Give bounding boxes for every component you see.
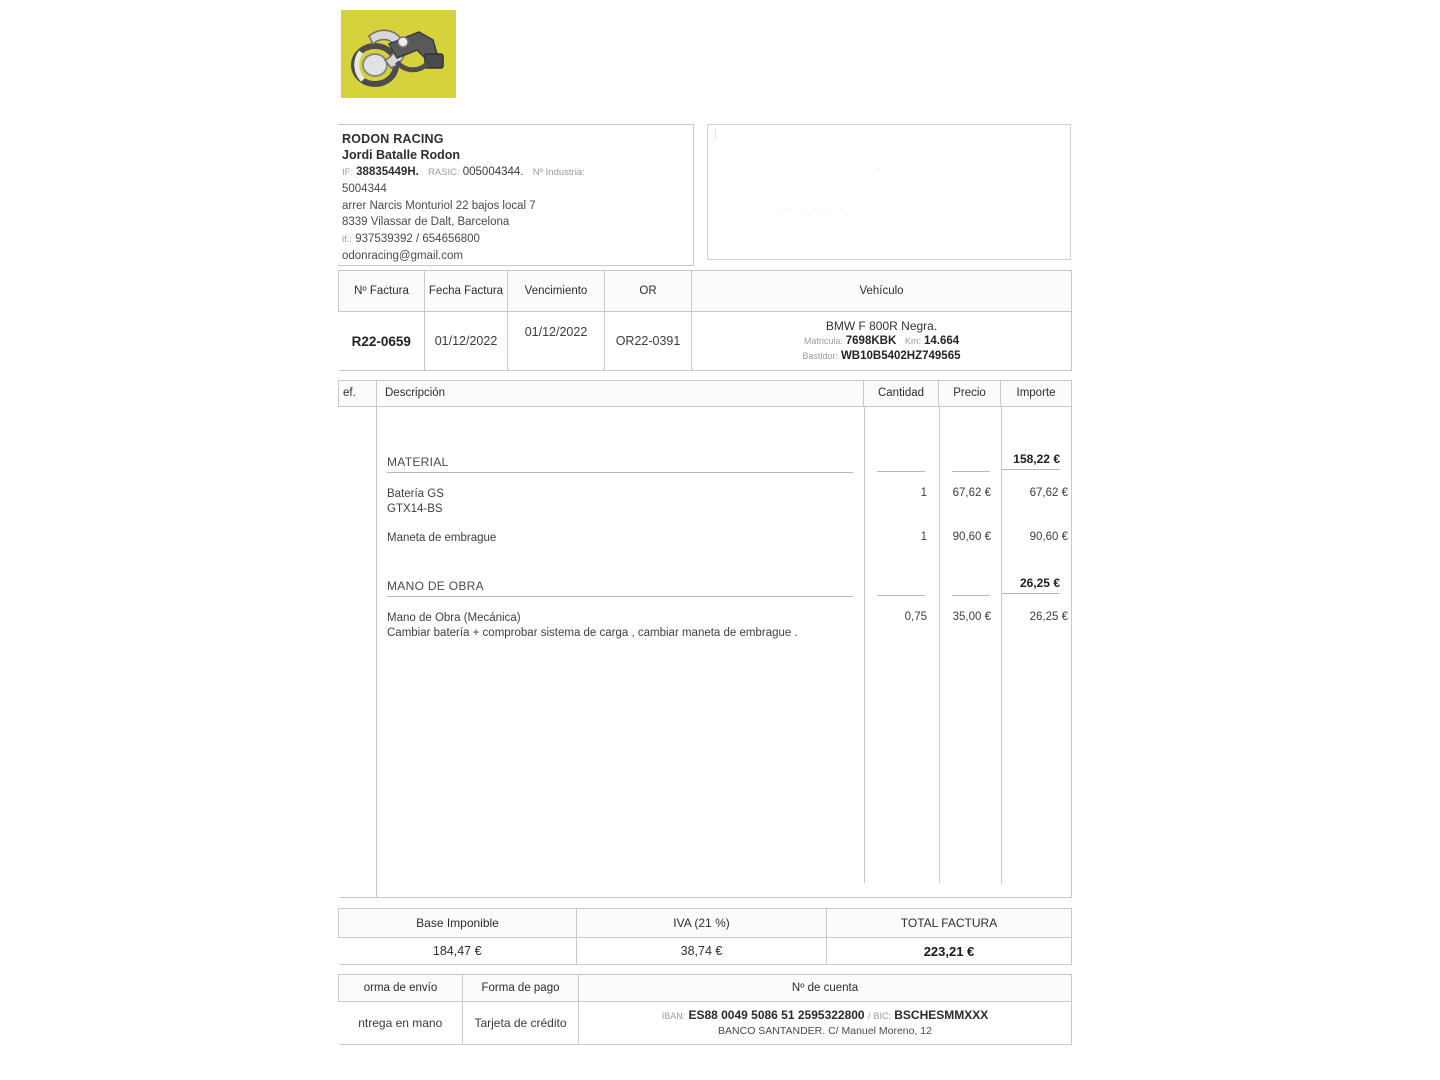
value-payment-method: Tarjeta de crédito [463,1002,579,1045]
line-item-1-desc-1: Batería GS [387,487,444,500]
section-material-label [387,455,853,473]
line-item-2-description [387,531,853,546]
company-phone-row [342,231,685,249]
vin-value: WB10B5402HZ749565 [840,350,961,362]
section-material-price-rule [952,471,990,472]
vehicle-model: BMW F 800R Negra. [825,319,938,333]
customer-info-block [707,124,1071,260]
vehicle-plate-km-row [692,334,1071,349]
company-address: arrer Narcis Monturiol 22 bajos local 7 [342,199,536,212]
header-due-date: Vencimiento [508,271,605,312]
motorcycle-logo-icon [341,10,456,98]
payment-value-row [339,1002,1072,1045]
meta-value-row [339,312,1072,371]
line-item-2-price: 90,60 € [952,530,991,543]
line-item-2-desc-1: Maneta de embrague [387,531,497,544]
header-account-number: Nº de cuenta [579,975,1072,1002]
header-total: TOTAL FACTURA [827,909,1072,938]
bic-value: BSCHESMMXXX [894,1008,989,1022]
payment-table [338,974,1072,1045]
invoice-meta-table [338,270,1072,371]
value-shipping-method: ntrega en mano [339,1002,463,1045]
plate-value: 7698KBK [845,335,897,347]
payment-header-row [339,975,1072,1002]
header-shipping-method: orma de envío [339,975,463,1002]
bic-label: BIC: [873,1011,892,1021]
section-material-total-rule [1002,469,1060,470]
company-logo [341,10,456,98]
rasic-label: RASIC: [428,167,460,178]
header-payment-method: Forma de pago [463,975,579,1002]
line-items-table [338,380,1072,898]
due-date-text: 01/12/2022 [524,325,588,339]
industria-label: Nº Industria: [532,167,585,178]
iban-bic-separator: / [867,1011,871,1021]
section-labour-label [387,579,853,597]
line-item-1-desc-2: GTX14-BS [387,502,443,515]
km-label: Km: [905,336,922,346]
divider-price [939,407,940,883]
section-labour-qty-rule [877,595,925,596]
customer-ghost-mark-1: | [714,129,718,140]
section-material-qty-rule [877,471,925,472]
section-labour-total-rule [1002,593,1060,594]
line-item-1-quantity: 1 [920,486,927,499]
line-item-3-description [387,611,839,641]
line-item-3-desc-2: Cambiar batería + comprobar sistema de carga , cambiar maneta de embrague . [387,626,798,639]
header-invoice-date: Fecha Factura [425,271,508,312]
section-labour-price-rule [952,595,990,596]
value-taxable-base: 184,47 € [339,938,577,965]
header-price: Precio [939,381,1001,407]
header-work-order: OR [605,271,692,312]
value-vehicle [692,312,1072,371]
totals-value-row [339,938,1072,965]
section-labour-rule [387,596,853,597]
items-content-area [377,407,1071,883]
vin-label: Bastidor: [802,351,839,361]
divider-amount [1001,407,1002,883]
header-taxable-base: Base Imponible [339,909,577,938]
iban-label: IBAN: [661,1011,686,1021]
value-account-number [579,1002,1072,1045]
header-description: Descripción [377,381,864,407]
items-body-row [339,406,1072,897]
header-quantity: Cantidad [864,381,939,407]
value-work-order: OR22-0391 [605,312,692,371]
invoice-number: R22-0659 [351,333,411,349]
iban-row [579,1007,1071,1024]
company-name: RODON RACING [342,132,444,146]
line-item-3-amount: 26,25 € [1029,610,1068,623]
line-item-1-price: 67,62 € [952,486,991,499]
line-item-2-quantity: 1 [920,530,927,543]
section-labour-total-wrap [1002,576,1068,594]
section-material-total: 158,22 € [1013,451,1060,466]
header-ref: ef. [339,381,377,407]
totals-table [338,908,1072,965]
customer-ghost-mark-3: · · · · · · [778,203,845,214]
section-material-total-wrap [1002,452,1068,470]
header-vat: IVA (21 %) [577,909,827,938]
value-vat: 38,74 € [577,938,827,965]
items-header-row [339,381,1072,407]
line-item-1-description [387,487,853,517]
value-invoice-no [339,312,425,371]
header-amount: Importe [1001,381,1072,407]
company-email: odonracing@gmail.com [342,250,463,262]
company-tax-ids [342,164,685,181]
section-labour-name: MANO DE OBRA [387,578,484,593]
customer-ghost-mark-2: · [878,163,883,174]
company-city: 8339 Vilassar de Dalt, Barcelona [342,216,510,228]
vehicle-vin-row [692,349,1071,364]
totals-header-row [339,909,1072,938]
value-total: 223,21 € [827,938,1072,965]
invoice-document [338,0,1071,1080]
value-invoice-date: 01/12/2022 [425,312,508,371]
header-invoice-no: Nº Factura [339,271,425,312]
company-owner-name: Jordi Batalle Rodon [342,148,461,162]
divider-quantity [864,407,865,883]
section-labour-total: 26,25 € [1019,575,1060,590]
plate-label: Matricula: [803,336,843,346]
value-due-date [508,312,605,371]
meta-header-row [339,271,1072,312]
phone-label: lf.: [342,233,353,245]
km-value: 14.664 [923,335,960,347]
line-item-3-desc-1: Mano de Obra (Mecánica) [387,611,521,624]
line-item-3-price: 35,00 € [952,610,991,623]
nif-value: 38835449H. [356,166,419,178]
line-item-1-amount: 67,62 € [1029,486,1068,499]
bank-address-line: BANCO SANTANDER. C/ Manuel Moreno, 12 [718,1025,932,1037]
cell-items-content [377,406,1072,897]
section-material-name: MATERIAL [387,454,449,469]
nif-label: IF: [342,167,354,178]
line-item-3-quantity: 0,75 [904,610,927,623]
company-info-block [338,124,694,266]
rasic-value: 005004344. [462,166,524,178]
iban-value: ES88 0049 5086 51 2595322800 [688,1008,865,1022]
section-material-rule [387,472,853,473]
phone-value: 937539392 / 654656800 [355,232,480,245]
header-vehicle: Vehículo [692,271,1072,312]
cell-ref-column [339,406,377,897]
line-item-2-amount: 90,60 € [1029,530,1068,543]
industria-value: 5004344 [342,183,387,195]
